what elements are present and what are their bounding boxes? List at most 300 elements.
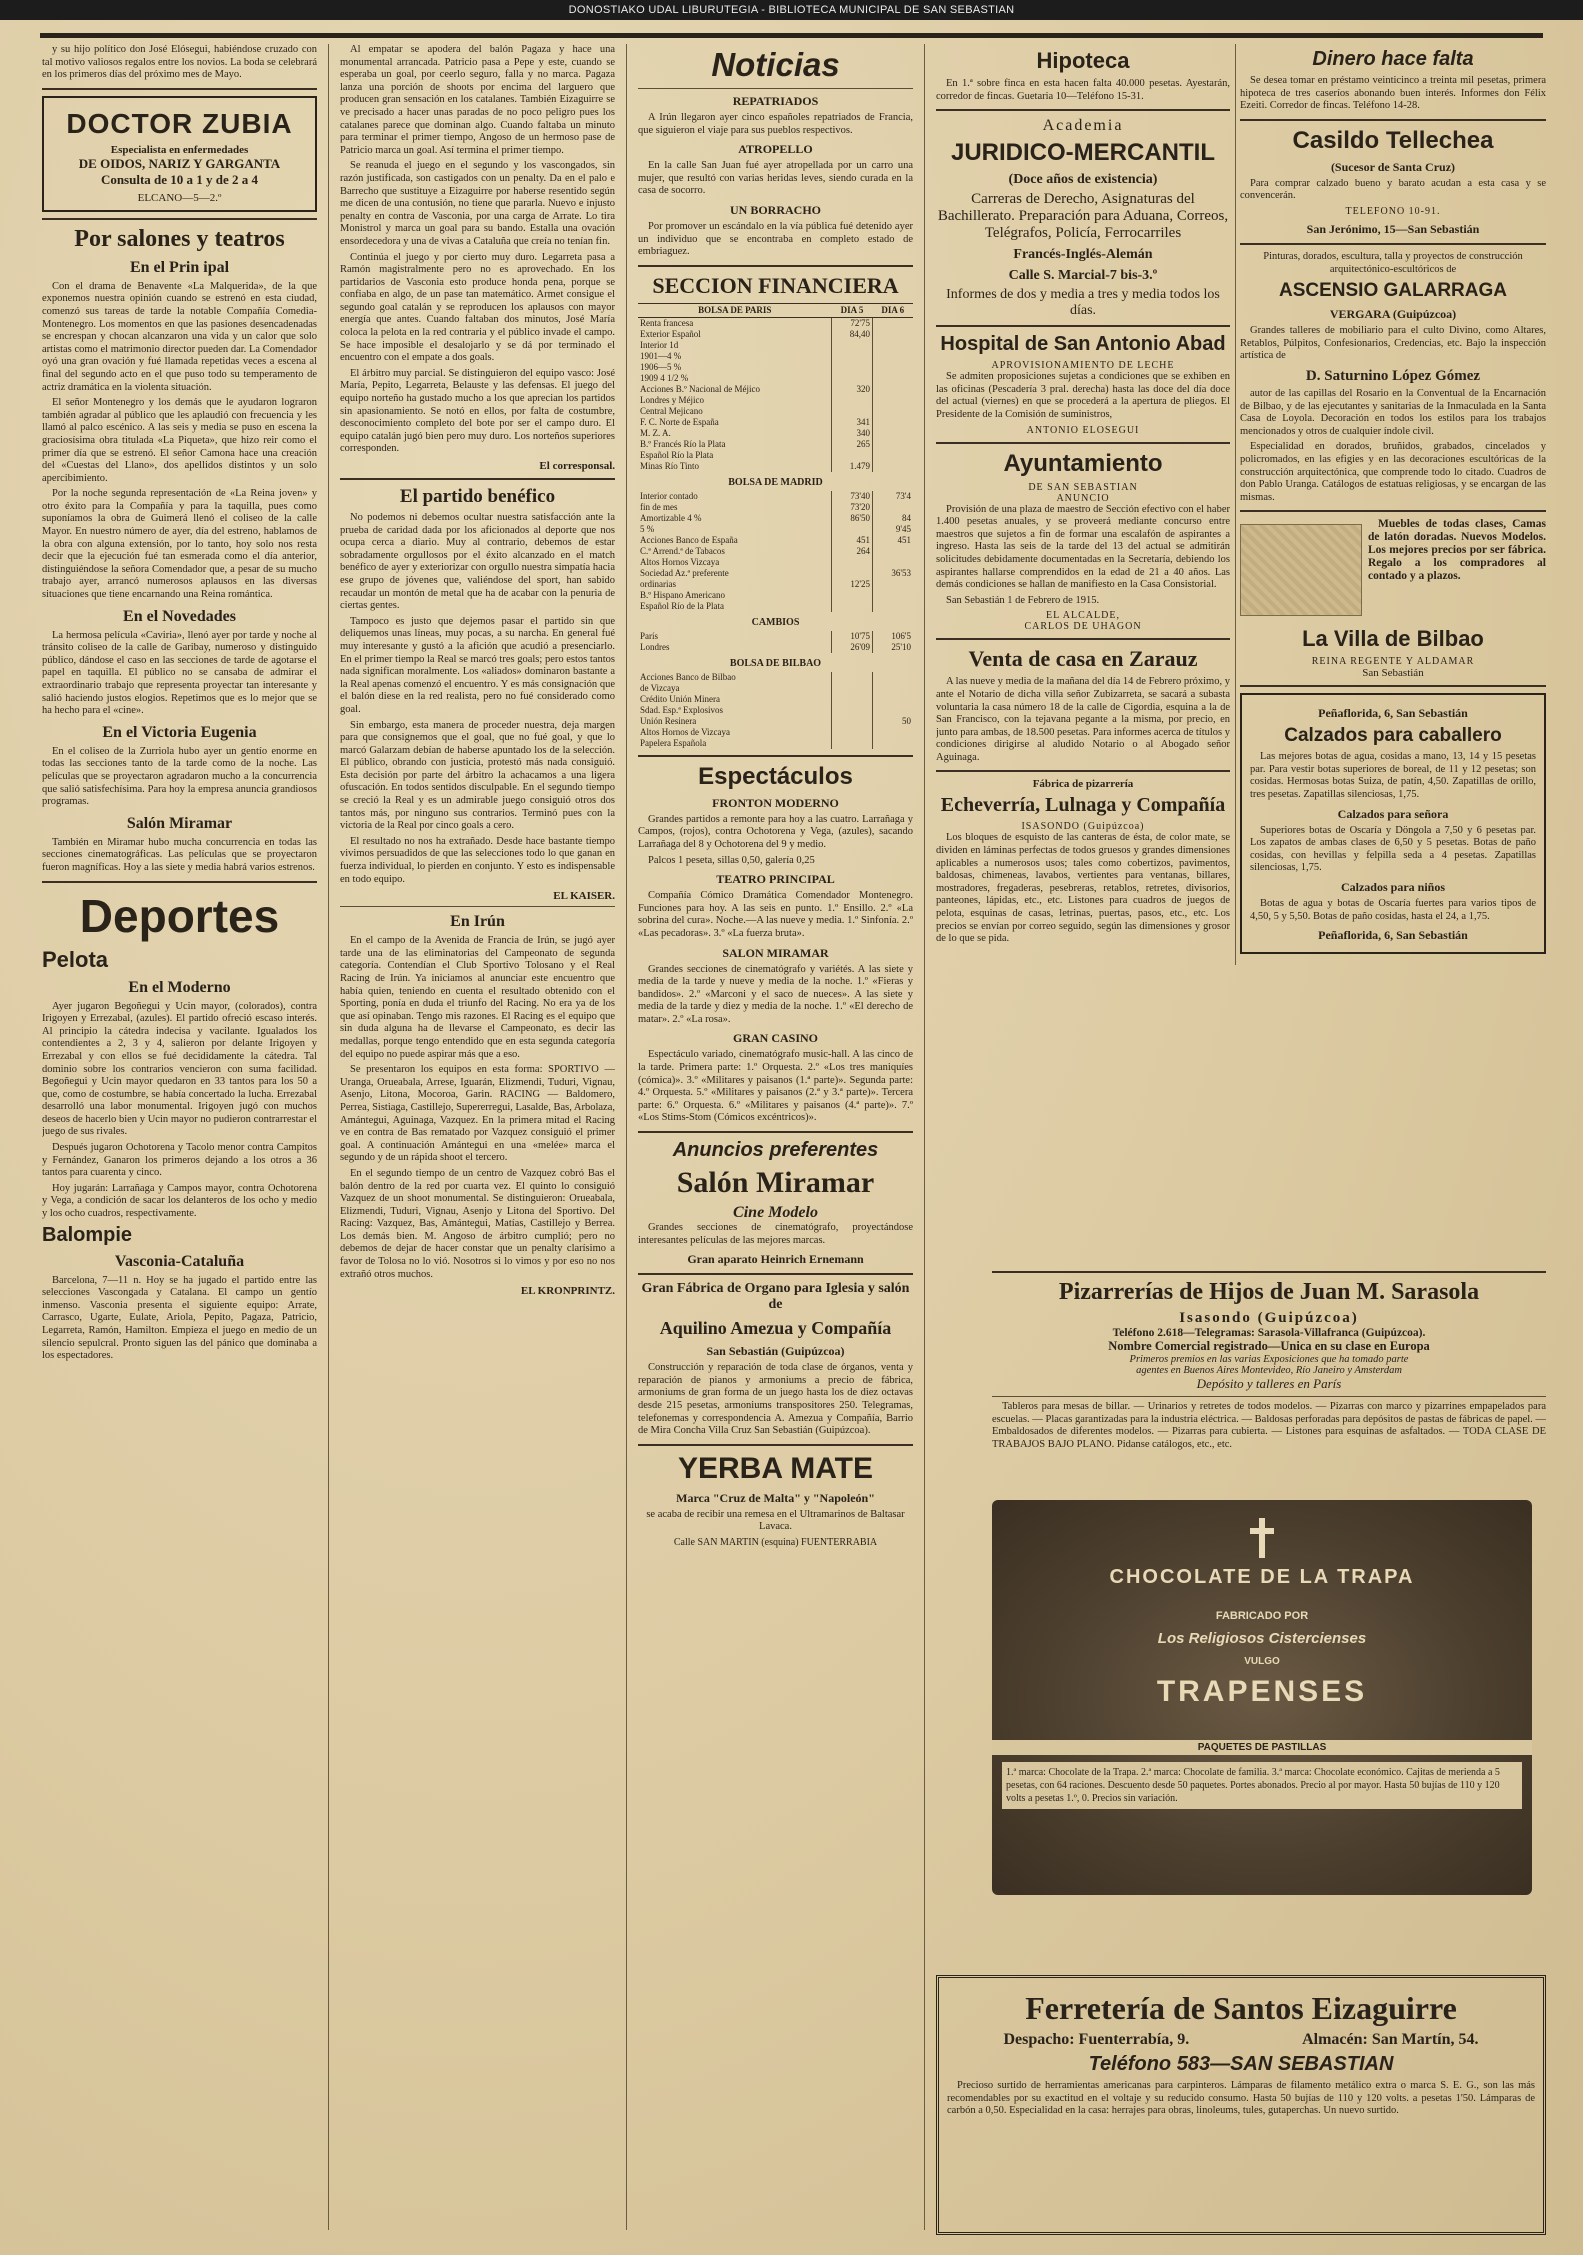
- finance-row: [638, 672, 913, 683]
- salon-text: Grandes secciones de cinematógrafo y variétés. A las siete y media de la tarde y nueve y media de la noche. 1.º «Fieras y bandidos». 2.º «Marconi y el saco de nueces». A las siete y media de la tarde y diez y media de la noche. 1.º «El derecho de matar». 2.º «La rosa».: [638, 963, 913, 1025]
- hospital-text: Se admiten proposiciones sujetas a condiciones que se exhiben en las oficinas (Pescadería 3 pral. derecha) hasta las doce del día doce del actual (viernes) en que se procederá a la apertura de pliegos. El Presidente de la Comisión de suministros,: [936, 371, 1230, 420]
- finance-label: Unión Resinera: [640, 715, 697, 726]
- hospital-title: Hospital de San Antonio Abad: [940, 333, 1226, 356]
- galarraga-text: Grandes talleres de mobiliario para el culto Divino, como Altares, Retablos, Púlpitos, Confesionarios, Credencias, etc. Bajo la inspección artística de: [1240, 325, 1546, 362]
- yerba-text: se acaba de recibir una remesa en el Ultramarinos de Baltasar Lavaca.: [646, 1508, 905, 1533]
- vasconia-title: Vasconia-Cataluña: [114, 1252, 245, 1270]
- finance-value: [873, 395, 914, 406]
- finance-value: [832, 590, 873, 601]
- wedding-note: y su hijo político don José Elósegui, habiéndose cruzado con tal motivo valiosos regalos entre los novios. La boda se celebrará en los primeros días del próximo mes de Mayo.: [42, 44, 317, 81]
- repatriados-title: REPATRIADOS: [732, 94, 819, 108]
- finance-label: fin de mes: [640, 501, 678, 512]
- finance-label: 1906—5 %: [640, 361, 682, 372]
- muebles-text: Muebles de todas clases, Camas de latón doradas. Nuevos Modelos. Los mejores precios por ser fábrica. Regalo a los compradores al contado y a plazos.: [1368, 518, 1546, 583]
- finance-label: Altos Hornos de Vizcaya: [640, 726, 731, 737]
- finance-label: Londres y Méjico: [640, 394, 704, 405]
- finance-value: [832, 568, 873, 579]
- finance-value: 26'09: [832, 642, 873, 653]
- academia-text: Carreras de Derecho, Asignaturas del Bachillerato. Preparación para Aduana, Correos, Telégrafos, Policía, Ferrocarriles: [937, 191, 1229, 242]
- principal-text-2: El señor Montenegro y los demás que le ayudaron lograron también agradar al público que les aplaudió con frecuencia y les llamó al palco escénico. A las seis y media se puso en escena la graciosísima obra titulada «La Piqueta», que hizo reir como el primer día que se estrenó. El señor Camona hace una creación del «Cuestas del Llano», dos apellidos distintos y un solo apercibimiento.: [42, 397, 317, 484]
- finance-label: Acciones B.º Nacional de Méjico: [640, 383, 761, 394]
- finance-row: [638, 601, 913, 612]
- finance-row: [638, 546, 913, 557]
- finance-row: [638, 579, 913, 590]
- pizarreria-head: Fábrica de pizarrería: [1032, 778, 1134, 791]
- chocolate-trapa-ad: [992, 1500, 1532, 1895]
- finance-value: 73'20: [832, 502, 873, 513]
- finance-value: [873, 329, 914, 340]
- academia-name: JURIDICO-MERCANTIL: [951, 139, 1215, 167]
- column-divider: [1235, 44, 1236, 965]
- finance-value: [832, 340, 873, 351]
- miramar-ad-text: Grandes secciones de cinematógrafo, proyectándose interesantes películas de las mejores marcas.: [638, 1222, 913, 1246]
- finance-value: 12'25: [832, 579, 873, 590]
- finance-row: [638, 716, 913, 727]
- finance-value: [873, 406, 914, 417]
- ayuntamiento-text: Provisión de una plaza de maestro de Sección efectivo con el haber 1.400 pesetas anuales, y se proveerá mediante concurso entre maestros que sujetos a fin de formar una escalafón de aspirantes a ingreso. Hasta las seis de la tarde del 13 del actual se admitirán solicitudes debidamente documentadas en la Secretaría, debiendo los aspirantes hallarse comprendidos en la edad de 21 a 40 años. Las demás condiciones se hallan de manifiesto en la Casa Consistorial.: [936, 503, 1230, 591]
- finance-row: [638, 340, 913, 351]
- column-2: [340, 44, 615, 2235]
- finance-value: [832, 450, 873, 461]
- finance-row: [638, 683, 913, 694]
- academia-address: Calle S. Marcial-7 bis-3.º: [1008, 268, 1158, 284]
- finance-value: [832, 738, 873, 749]
- pelota-title: Pelota: [42, 946, 109, 972]
- academia-sub: (Doce años de existencia): [1008, 172, 1158, 188]
- casildo-title: Casildo Tellechea: [1292, 126, 1494, 154]
- muebles-ad: [1240, 518, 1546, 622]
- benefico-text: No podemos ni debemos ocultar nuestra satisfacción ante la prueba de caridad dada por los aficionados al deporte que nos ocupa cerca a diario. Muy al contrario, debemos de estar sobradamente orgullosos por el éxito alcanzado en el match benéfico de ayer y exteriorizar con orgullo nuestra simpatía hacia ese grupo de jóvenes que, valiéndose del sport, han sabido recaudar un montón de metal que ha de acabar con la penuria de ciertas gentes.: [340, 512, 615, 612]
- moderno-text-2: Después jugaron Ochotorena y Tacolo menor contra Campitos y Fernández, Ganaron los primeros dejando a los otros a 36 tantos para cuarenta y cinco.: [42, 1142, 317, 1179]
- ferreteria-despacho: Despacho: Fuenterrabía, 9.: [1003, 2031, 1190, 2048]
- hoy-jugaran: Hoy jugarán: Larrañaga y Campos mayor, contra Ochotorena y Vega, a condición de sacar los delanteros de los ocho y medio y los ocho cuadros, respectivamente.: [42, 1182, 317, 1220]
- column-1: [42, 44, 317, 2235]
- finance-value: 10'75: [832, 631, 873, 642]
- finance-value: [832, 406, 873, 417]
- chocolate-text: 1.ª marca: Chocolate de la Trapa. 2.ª marca: Chocolate de familia. 3.ª marca: Chocolate económico. Cajitas de merienda a 5 pesetas, con 64 raciones. Descuento desde 50 paquetes. Portes abonados. Precio al por mayor. Hasta 50 bujías de 110 y 120 volts a pesetas 1.º, 0. Precios sin variación.: [1002, 1762, 1522, 1809]
- madrid-table: [638, 491, 913, 612]
- doctor-line3: Consulta de 10 a 1 y de 2 a 4: [100, 171, 259, 187]
- vasconia-text: Barcelona, 7—11 n. Hoy se ha jugado el partido entre las selecciones Vascongada y Catalana. El campo un gentío inmenso. Vasconia presenta el siguiente equipo: Arrate, Carrasco, Ugarte, Eulate, Ariola, Pepito, Pagaza, Patricio, Legarreta, Ramón, Hamilton. Empieza el juego en medio de un silencio sepulcral. Pronto siguen las del pánico que dominaba a los espectadores.: [42, 1274, 317, 1362]
- finance-row: [638, 362, 913, 373]
- column-4: [936, 44, 1230, 965]
- finance-label: Minas Río Tinto: [640, 460, 700, 471]
- finance-row: [638, 738, 913, 749]
- match-text-3: Continúa el juego y por cierto muy duro. Legarreta pasa a Ramón magistralmente pero no es aprovechado. En los partidarios de Vasconia esto produce honda pena, porque se confiaba en algo, de un pase tan matemático. Armet consigue el segundo goal catalán y se reproducen los aplausos con mayor energía que antes. Cuando faltaban dos minutos, José María coloca la pelota en la red contraria y el público invade el campo. Se hace imposible el desalojarlo y se dá por terminado el encuentro con el empate a dos goals.: [340, 251, 615, 364]
- finance-label: Sociedad Az.ª preferente: [640, 567, 729, 578]
- hospital-sub: APROVISIONAMIENTO DE LECHE: [991, 360, 1175, 372]
- finance-label: B.º Francés Río la Plata: [640, 438, 726, 449]
- finance-label: F. C. Norte de España: [640, 416, 719, 427]
- chocolate-fab: FABRICADO POR: [1215, 1610, 1309, 1622]
- signature-corresponsal: El corresponsal.: [539, 460, 615, 472]
- column-5: [1240, 44, 1546, 965]
- casino-title: GRAN CASINO: [732, 1031, 818, 1046]
- finance-row: [638, 491, 913, 502]
- finance-value: [832, 557, 873, 568]
- ninos-title: Calzados para niños: [1340, 880, 1446, 895]
- dinero-text: Se desea tomar en préstamo veinticinco a treinta mil pesetas, primera hipoteca de tres caseríos abonando buen interés. Informes don Félix Ezeiti. Corredor de fincas. Teléfono 14-28.: [1240, 75, 1546, 112]
- principal-text: Con el drama de Benavente «La Malquerida», de la que exponemos nuestra opinión cuando se estrenó en esta ciudad, comenzó sus tareas de tarde la notable Compañía Comedia-Montenegro. Los momentos en que las pasiones desencadenadas se encrespan y chocan alcanzaron una vida y un calor que solo artistas como el matrimonio director pueden dar. La Comendador oyó una gran ovación y fué llamada repetidas veces a escena al final del segundo acto en el que puso todo su temperamento de actriz dramática en la violenta situación.: [42, 280, 317, 393]
- hipoteca-text: En 1.ª sobre finca en esta hacen falta 40.000 pesetas. Ayestarán, corredor de fincas. Guetaria 10—Teléfono 15-31.: [936, 78, 1230, 102]
- ayuntamiento-title: Ayuntamiento: [1003, 449, 1163, 477]
- finance-value: [873, 351, 914, 362]
- repatriados-text: A Irún llegaron ayer cinco españoles repatriados de Francia, que siguieron el viaje para sus pueblos respectivos.: [638, 112, 913, 136]
- benefico-text-4: El resultado no nos ha extrañado. Desde hace bastante tiempo vivimos persuadidos de que las selecciones todo lo que ganan en fuerza individual, lo pierden en conjunto. Y esto es indispensable en todo equipo.: [340, 835, 615, 885]
- pizarreria-city: ISASONDO (Guipúzcoa): [1021, 821, 1145, 833]
- finance-value: [832, 601, 873, 612]
- finance-value: 451: [832, 535, 873, 546]
- ferreteria-tel: Teléfono 583—SAN SEBASTIAN: [1088, 2053, 1394, 2075]
- finance-row: [638, 631, 913, 642]
- galarraga-name: ASCENSIO GALARRAGA: [1278, 280, 1507, 302]
- finance-label: C.ª Arrend.ª de Tabacos: [640, 545, 725, 556]
- finance-value: [873, 557, 914, 568]
- finance-row: [638, 642, 913, 653]
- casino-text: Espectáculo variado, cinematógrafo music-hall. A las cinco de la tarde. Primera parte: 1.º Orquesta. 2.º «Los tres maniquíes (cómica)». 3.º «Militares y paisanos (1.ª parte)». Segunda parte: 4.º Orquesta. 5.º «Militares y paisanos (2.ª y 3.ª parte)». Tercera parte: 6.º Orquesta. 6.º «Militares y paisanos (4.ª parte)». 7.º «Los Stims-Stom (Cómicos excéntricos)».: [638, 1049, 913, 1124]
- chocolate-monks: Los Religiosos Cistercienses: [1157, 1630, 1367, 1647]
- sarasola-title: Pizarrerías de Hijos de Juan M. Sarasola: [1058, 1279, 1480, 1305]
- sarasola-city: Isasondo (Guipúzcoa): [1179, 1310, 1359, 1326]
- finance-label: Renta francesa: [640, 317, 694, 328]
- finance-value: [873, 694, 914, 705]
- chocolate-vulgo: VULGO: [1244, 1656, 1280, 1667]
- irun-title: En Irún: [450, 913, 505, 931]
- finance-label: Crédito Unión Minera: [640, 693, 720, 704]
- lopez-name: D. Saturnino López Gómez: [1305, 367, 1481, 384]
- villa-bilbao: La Villa de Bilbao: [1302, 626, 1484, 652]
- finance-value: [832, 351, 873, 362]
- finance-row: [638, 705, 913, 716]
- finance-value: [873, 317, 914, 329]
- anuncios-title: Anuncios preferentes: [672, 1139, 879, 1162]
- finance-value: 73'4: [873, 491, 914, 502]
- academia-label: Academia: [1042, 117, 1124, 135]
- finance-value: 84: [873, 513, 914, 524]
- finance-row: [638, 568, 913, 579]
- finance-value: [832, 395, 873, 406]
- noticias-title: Noticias: [711, 46, 840, 83]
- finance-label: Central Mejicano: [640, 405, 703, 416]
- doctor-line1: Especialista en enfermedades: [110, 143, 249, 156]
- finance-value: [873, 417, 914, 428]
- miramar-text: También en Miramar hubo mucha concurrencia en todas las secciones cinematográficas. Las películas que se proyectaron fueron magníficas. Hoy a las siete y media habrá varios estrenos.: [42, 836, 317, 873]
- cambios-table: [638, 631, 913, 653]
- fronton-text: Grandes partidos a remonte para hoy a las cuatro. Larrañaga y Campos, (rojos), contra Ochotorena y Vega, (azules), sacando Larrañaga del 8 y Ochotorena del 9 y medio.: [638, 813, 913, 850]
- deportes-title: Deportes: [79, 889, 280, 942]
- senora-text: Superiores botas de Oscaría y Döngola a 7,50 y 6 pesetas par. Los zapatos de ambas clases de 6,50 y 5 pesetas. Botas de paño cosidas, con hevillas y felpilla seda a 4 pesetas. Zapatillas silenciosas, 1,75.: [1250, 824, 1536, 874]
- ferreteria-ad: [936, 1975, 1546, 2235]
- salones-title: Por salones y teatros: [74, 225, 285, 252]
- doctor-address: ELCANO—5—2.º: [137, 191, 222, 204]
- finance-row: [638, 535, 913, 546]
- finance-row: [638, 417, 913, 428]
- finance-row: [638, 373, 913, 384]
- finance-label: Español Río la Plata: [640, 449, 714, 460]
- novedades-text: La hermosa película «Caviria», llenó ayer por tarde y noche al tránsito coliseo de la calle de Garibay, numeroso y distinguido público, dándose el caso en las secciones de tarde de agotarse el papel en taquilla. El público no se cansaba de admirar el extraordinario trabajo que representa proyectar tan interesante y salió haciendo justos elogios. Repetimos que es lo mejor que se ha hecho para el «cine».: [42, 629, 317, 717]
- ernemann: Gran aparato Heinrich Ernemann: [687, 1252, 864, 1267]
- victoria-title: En el Victoria Eugenia: [102, 723, 257, 741]
- finance-row: [638, 590, 913, 601]
- doctor-name: DOCTOR ZUBIA: [66, 107, 293, 139]
- finance-row: [638, 351, 913, 362]
- atropello-text: En la calle San Juan fué ayer atropellada por un carro una mujer, que resultó con varias heridas leves, siendo curada en la casa de socorro.: [638, 160, 913, 197]
- galarraga-city: VERGARA (Guipúzcoa): [1329, 307, 1457, 322]
- finance-value: [832, 683, 873, 694]
- column-divider: [328, 44, 329, 2230]
- finance-row: [638, 329, 913, 340]
- finance-row: [638, 513, 913, 524]
- villa-address: REINA REGENTE Y ALDAMAR: [1311, 656, 1475, 668]
- atropello-title: ATROPELLO: [738, 142, 813, 157]
- dia6-head: DIA 6: [873, 303, 914, 317]
- benefico-text-3: Sin embargo, esta manera de proceder nuestra, deja margen para que consignemos que el goal, que no fué goal, y que lo marcó Galarzam debían de haberse apuntado los de la selección. El público, obrando con justicia, protestó más nada consiguió. Esta decisión por parte del árbitro la achacamos a una ligera ofuscación. En todos sentidos disculpable. En el segundo tiempo se creció la Real y es un admirable juego consiguió otros dos tantos más, por ninguno sus contrarios. Terminó pues con la victoria de la Real por cinco goals a cero.: [340, 719, 615, 832]
- paris-head: BOLSA DE PARIS: [638, 303, 832, 317]
- finance-label: 1901—4 %: [640, 350, 682, 361]
- venta-title: Venta de casa en Zarauz: [968, 646, 1198, 672]
- ayuntamiento-date: San Sebastián 1 de Febrero de 1915.: [946, 594, 1100, 606]
- ferreteria-almacen: Almacén: San Martín, 54.: [1302, 2031, 1479, 2048]
- finance-value: 1.479: [832, 461, 873, 472]
- library-banner: DONOSTIAKO UDAL LIBURUTEGIA - BIBLIOTECA MUNICIPAL DE SAN SEBASTIAN: [0, 0, 1583, 20]
- pizarreria-text: Los bloques de esquisto de las canteras de ésta, de color mate, se dividen en láminas perfectas de todos gruesos y grandes dimensiones aplicables a numerosos usos; tales como cobertizos, pavimentos, baldosas, chimeneas, lavabos, vertientes para ventanas, billares, mostradores, fregaderas, pesebreras, retablos, retretes, divisorios, panteones, lápidas, etc., etc. Listones para cuadros de juegos de pelota, esquinas de casas, letrinas, puertas, pasos, etc., etc. Los precios se envían por correo seguido, según las dimensiones y grosor de lo que se pida.: [936, 832, 1230, 945]
- column-3: [638, 44, 913, 2235]
- calzados-ad: [1240, 693, 1546, 954]
- organo-name: Aquilino Amezua y Compañía: [659, 1318, 892, 1339]
- finance-row: [638, 557, 913, 568]
- calzados-title: Calzados para caballero: [1284, 725, 1502, 747]
- senora-title: Calzados para señora: [1337, 806, 1449, 821]
- finance-value: 50: [873, 716, 914, 727]
- finance-value: 320: [832, 384, 873, 395]
- galarraga-intro: Pinturas, dorados, escultura, talla y proyectos de construcción arquitectónico-escultóricos de: [1263, 250, 1523, 275]
- pizarreria-name: Echeverría, Lulnaga y Compañía: [940, 794, 1226, 817]
- moderno-title: En el Moderno: [128, 978, 231, 996]
- yerba-address: Calle SAN MARTIN (esquina) FUENTERRABIA: [673, 1536, 878, 1548]
- borracho-text: Por promover un escándalo en la vía pública fué detenido ayer un individuo que se encontraba en completo estado de embriaguez.: [638, 220, 913, 258]
- finance-row: [638, 384, 913, 395]
- column-divider: [924, 44, 925, 2230]
- benefico-text-2: Tampoco es justo que dejemos pasar el partido sin que deliquemos unas líneas, muy pocas, a su narcha. En general fué muy interesante y gustó a la afición que acudió a presenciarlo. En el primer tiempo la Real se marcó tres goals; pero estos tantos nada significan moralmente. Los «aliados» dominaron bastante a la Real apenas comenzó el encuentro. Y es más consignación que el balón diese en la red realista, pero no fué considerado como goal.: [340, 615, 615, 715]
- ayuntamiento-sig2: CARLOS DE UHAGON: [1024, 621, 1142, 633]
- finance-label: Español Río de la Plata: [640, 600, 724, 611]
- chocolate-table-head: PAQUETES DE PASTILLAS: [992, 1740, 1532, 1755]
- finance-value: [873, 502, 914, 513]
- finance-value: [832, 373, 873, 384]
- finance-label: Papelera Española: [640, 737, 707, 748]
- academia-hours: Informes de dos y media a tres y media todos los días.: [946, 287, 1220, 319]
- finance-value: [832, 362, 873, 373]
- casildo-address: San Jerónimo, 15—San Sebastián: [1306, 221, 1480, 236]
- finance-value: [873, 601, 914, 612]
- finance-value: [873, 590, 914, 601]
- chocolate-trapenses: TRAPENSES: [1156, 1675, 1368, 1708]
- finance-value: [873, 373, 914, 384]
- sarasola-tel: Teléfono 2.618—Telegramas: Sarasola-Villafranca (Guipúzcoa).: [1112, 1327, 1426, 1339]
- finance-row: [638, 450, 913, 461]
- sarasola-ad: [992, 1265, 1546, 1454]
- hipoteca-title: Hipoteca: [1036, 48, 1130, 73]
- ferreteria-addresses: [947, 2031, 1535, 2049]
- ayuntamiento-sig1: EL ALCALDE,: [1046, 610, 1120, 622]
- ayuntamiento-sub: DE SAN SEBASTIAN: [1028, 481, 1138, 493]
- venta-text: A las nueve y media de la mañana del día 14 de Febrero próximo, y ante el Notario de dicha villa señor Zubizarreta, se sacará a subasta voluntaria la casa número 18 de la calle de Cigordia, esquina a la de San Francisco, con la tejavana pegante a la misma, por precio, en junto para ambas, de 18.500 pesetas. Para informes acerca de títulos y condiciones dirigirse al aludido Notario o al Abogado señor Aguinaga.: [936, 676, 1230, 763]
- finance-label: Interior contado: [640, 490, 698, 501]
- finance-value: [873, 450, 914, 461]
- finance-value: [873, 672, 914, 683]
- ayuntamiento-anuncio: ANUNCIO: [1056, 492, 1110, 504]
- finance-value: [873, 579, 914, 590]
- finance-value: [873, 362, 914, 373]
- finance-row: [638, 461, 913, 472]
- ninos-text: Botas de agua y botas de Oscaría fuertes para varios tipos de 4,50, 5 y 5,50. Botas de paño cosidas, hasta el 24, a 1,75.: [1250, 898, 1536, 922]
- finance-value: 36'53: [873, 568, 914, 579]
- academia-langs: Francés-Inglés-Alemán: [1013, 247, 1153, 263]
- balompie-title: Balompie: [42, 1223, 133, 1246]
- finance-value: 340: [832, 428, 873, 439]
- finance-label: Altos Hornos Vizcaya: [640, 556, 720, 567]
- finance-row: [638, 727, 913, 738]
- finance-value: 84,40: [832, 329, 873, 340]
- finance-label: B.º Hispano Americano: [640, 589, 726, 600]
- bilbao-head: BOLSA DE BILBAO: [729, 657, 822, 669]
- finance-label: Londres: [640, 641, 670, 652]
- principal-title: En el Prin ipal: [129, 258, 230, 276]
- principal-text-3: Por la noche segunda representación de «La Reina joven» y otro éxito para la Compañía y para la taquilla, pues como suponíamos la obra de Guimerá llenó el coliseo de la calle Mayor. En nuestro número de ayer, día del estreno, hablamos de la obra con alguna extensión, por lo tanto, hoy solo nos resta decir que la ejecución fué tan esmerada como el día anterior, distinguiéndose la señora Comendador que, a pesar de su mucho trabajo ayer, arrancó numerosos aplausos en las diversas situaciones que tiene encarnando una Reina romántica.: [42, 488, 317, 601]
- finance-row: [638, 439, 913, 450]
- cross-icon: [1250, 1518, 1274, 1558]
- finance-value: [873, 705, 914, 716]
- casildo-text: Para comprar calzado bueno y barato acudan a esta casa y se convencerán.: [1240, 177, 1546, 202]
- sarasola-agentes: agentes en Buenos Aires Montevideo, Río Janeiro y Amsterdam: [1136, 1365, 1402, 1376]
- finance-row: [638, 502, 913, 513]
- sarasola-text: Tableros para mesas de billar. — Urinarios y retretes de todos modelos. — Pizarras con marco y pizarrines empapelados para escuelas. — Placas garantizadas para la industria eléctrica. — Baldosas perforadas para depósitos de pastas de fábricas de papel. — Embaldosados de diferentes modelos. — Pizarras para cubierta. — Listones para esquinas de asfaltados. — TODA CLASE DE TRABAJOS BAJO PLANO. Pidanse catálogos, etc., etc.: [992, 1401, 1546, 1450]
- finance-value: 73'40: [832, 491, 873, 502]
- finance-row: [638, 524, 913, 535]
- finance-label: París: [640, 630, 658, 641]
- finance-value: [873, 738, 914, 749]
- column-divider: [626, 44, 627, 2230]
- signature-kronprintz: EL KRONPRINTZ.: [520, 1285, 615, 1298]
- finance-value: 106'5: [873, 631, 914, 642]
- borracho-title: UN BORRACHO: [729, 202, 821, 217]
- victoria-text: En el coliseo de la Zurriola hubo ayer un gentío enorme en todas las secciones tanto de la tarde como de la noche. Las películas que se proyectaron agradaron mucho a la concurrencia que salió satisfechísima. Para hoy la empresa anuncia grandiosos programas.: [42, 745, 317, 808]
- finance-value: [873, 340, 914, 351]
- casildo-tel: TELEFONO 10-91.: [1345, 205, 1441, 217]
- finance-label: Amortizable 4 %: [640, 512, 702, 523]
- miramar-title: Salón Miramar: [126, 814, 233, 832]
- miramar-ad-title: Salón Miramar: [676, 1166, 875, 1200]
- finance-label: 1909 4 1/2 %: [640, 372, 689, 383]
- calzados-foot: Peñaflorida, 6, San Sebastián: [1318, 928, 1468, 943]
- casildo-sub: (Sucesor de Santa Cruz): [1330, 159, 1456, 174]
- finance-value: 265: [832, 439, 873, 450]
- sarasola-premios: Primeros premios en las varias Exposiciones que ha tomado parte: [1129, 1354, 1409, 1365]
- finance-value: [832, 716, 873, 727]
- hospital-signature: ANTONIO ELOSEGUI: [1026, 424, 1140, 436]
- novedades-title: En el Novedades: [123, 607, 236, 625]
- finance-row: [638, 406, 913, 417]
- bilbao-table: [638, 672, 913, 749]
- moderno-text: Ayer jugaron Begoñegui y Ucin mayor, (colorados), contra Irigoyen y Errezabal, (azules). El partido ofreció escaso interés. Al principio la cátedra indecisa y vacilante. Igualados los contendientes a 2, 3 y 4, salieron por delante Irigoyen y Errezabal y con ellos se fué decididamente la cátedra. Tal dominio sobre los contrarios vencieron con suma facilidad. Begoñegui y Ucin mayor quedaron en 33 tantos para los 50 a que, como de costumbre, se había concertado la lucha. Errezabal desarrolló una labor monumental. Irigoyen jugó con muchos deseos de hacerlo bien y Ucin mayor no pudieron contrarrestar el juego de sus rivales.: [42, 1000, 317, 1138]
- finance-label: M. Z. A.: [640, 427, 671, 438]
- dinero-title: Dinero hace falta: [1312, 48, 1474, 70]
- fronton-prices: Palcos 1 peseta, sillas 0,50, galería 0,25: [648, 854, 815, 866]
- finance-label: Exterior Español: [640, 328, 701, 339]
- salon-title: SALON MIRAMAR: [722, 945, 829, 960]
- match-text-4: El árbitro muy parcial. Se distinguieron del equipo vasco: José María, Pepito, Legarreta, Belauste y las defensas. El juego del equipo norteño ha gustado mucho a los que aprecian los partidos sin apasionamiento. Se notó en ellos, por falta de costumbre, desconocimiento completo del bote por ser el campo duro. El equipo catalán jugó bien pero muy duro. Los norteños superiores corresponden.: [340, 367, 615, 455]
- finance-value: [873, 439, 914, 450]
- sarasola-comercial: Nombre Comercial registrado—Unica en su clase en Europa: [1108, 1339, 1430, 1353]
- finance-value: 341: [832, 417, 873, 428]
- finance-label: de Vizcaya: [640, 682, 680, 693]
- doctor-zubia-ad: [42, 96, 317, 212]
- villa-city: San Sebastián: [1362, 667, 1424, 680]
- lopez-text-2: Especialidad en dorados, bruñidos, grabados, cincelados y policromados, en las efigies y en las decoraciones escultóricas de la construcción arquitectónica, que comprende todo lo citado. Cuadros de don Pablo Uranga. Catálogos de estatuas religiosas, y se encargan de las mismas.: [1240, 441, 1546, 503]
- benefico-title: El partido benéfico: [399, 486, 556, 507]
- chocolate-brand: CHOCOLATE DE LA TRAPA: [1109, 1566, 1415, 1588]
- dia5-head: DIA 5: [832, 303, 873, 317]
- finance-label: Acciones Banco de España: [640, 534, 738, 545]
- finance-value: [832, 705, 873, 716]
- top-rule: [40, 33, 1543, 38]
- teatro-title: TEATRO PRINCIPAL: [716, 872, 835, 887]
- irun-text: En el campo de la Avenida de Francia de Irún, se jugó ayer tarde una de las eliminatorias del Campeonato de segunda categoría. Contendían el Club Sportivo Tolosano y el Real Racing de Irún. Ya iniciamos al anunciar este encuentro que había quien, teniendo en cuenta el resultado obtenido con el Sporting, ponía en duda el triunfo del Racing. No era ya de los que así opinaban. Tengo mis razones. El Racing es el equipo que sin duda alguna ha de llevarse el Campeonato, es decir las medallas, porque tengo entendido que en esta segunda categoría del equipo no puede aspirar más que a eso.: [340, 935, 615, 1060]
- finance-label: 5 %: [640, 523, 655, 534]
- irun-text-3: En el segundo tiempo de un centro de Vazquez cobró Bas el balón dentro de la red por cuarta vez. El quinto lo consiguió Vazquez de un shoot monumental. Se distinguieron: Orueabala, Elizmendi, Tuduri, Vignau, Asenjo y Litona del Sportivo. Del Racing: Vazquez, Bas, Amántegui, Matías, Castillejo y Berrea. Los demás bien. M. Angoso de árbitro cumplió; pero no debemos de dejar de hacer constar que un penalty clarísimo a favor de Tolosa no lo vió. Nosotros si lo vimos y por eso no nos extrañó otros muchos.: [340, 1167, 615, 1280]
- finance-row: [638, 428, 913, 439]
- finance-label: Interior 1d: [640, 339, 679, 350]
- signature-kaiser: EL KAISER.: [553, 890, 615, 903]
- finance-value: [832, 727, 873, 738]
- doctor-line2: DE OIDOS, NARIZ Y GARGANTA: [78, 155, 281, 171]
- cambios-head: CAMBIOS: [751, 616, 800, 628]
- madrid-head: BOLSA DE MADRID: [728, 476, 823, 488]
- finance-value: 9'45: [873, 524, 914, 535]
- finance-value: [873, 727, 914, 738]
- finance-value: 25'10: [873, 642, 914, 653]
- espectaculos-title: Espectáculos: [698, 762, 853, 790]
- finance-value: [873, 428, 914, 439]
- cine-modelo: Cine Modelo: [733, 1204, 818, 1222]
- yerba-title: YERBA MATE: [678, 1451, 873, 1485]
- finance-value: [873, 384, 914, 395]
- match-text-1: Al empatar se apodera del balón Pagaza y hace una monumental arrancada. Patricio pasa a Pepe y este, cuando se esperaba un goal, por ceerlo seguro, falla y no marca. Pagaza lanza una porción de shoots por encima del larguero que producen gran sensación en los catalanes. También Eizaguirre se ve precisado a hacer unas paradas de no poco peligro pues los catalanes parece que dominan algo. Cuando faltaba un minuto para terminar el primer tiempo, Angoso de un hermoso pase de Patricio marca un goal. Así termina el primer tiempo.: [340, 44, 615, 156]
- finance-value: [873, 683, 914, 694]
- finance-value: [832, 524, 873, 535]
- finance-label: Acciones Banco de Bilbao: [640, 671, 736, 682]
- yerba-marca: Marca "Cruz de Malta" y "Napoleón": [676, 1490, 875, 1505]
- finance-value: 451: [873, 535, 914, 546]
- finance-label: ordinarias: [640, 578, 676, 589]
- organo-city: San Sebastián (Guipúzcoa): [706, 1344, 845, 1359]
- calzados-head: Peñaflorida, 6, San Sebastián: [1318, 706, 1468, 721]
- finance-value: 72'75: [832, 317, 873, 329]
- finance-label: Sdad. Esp.ª Explosivos: [640, 704, 723, 715]
- irun-text-2: Se presentaron los equipos en esta forma: SPORTIVO — Uranga, Orueabala, Arrese, Iguarán, Elizmendi, Tuduri, Vignau, Asenjo, Litona, Mocoroa, Garin. RACING — Baldomero, Perrea, Sistiaga, Castillejo, Supererregui, Lasalde, Bas, Arbolaza, Amántegui, Aguinaga, Vazquez. En la primera mitad el Racing ve en contra de Bas rematado por Vazquez consiguió el primer goal. A continuación Amántegui en una «melée» marca el segundo y de un rápida shoot el tercero.: [340, 1064, 615, 1164]
- sarasola-deposito: Depósito y talleres en París: [1196, 1376, 1342, 1391]
- paris-table: [638, 303, 913, 472]
- lopez-text: autor de las capillas del Rosario en la Conventual de la Encarnación de Bilbao, y de las ejecutantes y sanitarias de la Inmaculada en la Santa Casa de Loyola. Decoración en todos los estilos para los trabajos mencionados y otros de cualquier índole civil.: [1240, 387, 1546, 437]
- finance-row: [638, 395, 913, 406]
- ferreteria-title: Ferretería de Santos Eizaguirre: [1025, 1990, 1457, 2026]
- fronton-title: FRONTON MODERNO: [712, 795, 839, 810]
- bed-illustration: [1240, 524, 1362, 616]
- organo-text: Construcción y reparación de toda clase de órganos, venta y reparación de pianos y armoniums a precio de fábrica, armoniums de gran forma de un juego hasta los de diez octavas desde 215 pesetas, armoniums transpositores 250. Telegramas, telefonemas y correspondencia A. Amezua y Compañía, Barrio de Mira Concha Villa Cruz San Sebastián (Guipúzcoa).: [638, 1362, 913, 1437]
- teatro-text: Compañía Cómico Dramática Comendador Montenegro. Funciones para hoy. A las seis en punto. 1.º Ensillo. 2.º «La sobrina del cura». Noche.—A las nueve y media. 1.º Sinfonía. 2.º «Las pecadoras». 3.º «La fuerza bruta».: [638, 890, 913, 939]
- match-text-2: Se reanuda el juego en el segundo y los vascongados, sin razón justificada, son castigados con un penalty. Da en el palo e Barrecho que sustituye a Eizaguirre por haberse resentido según me dicen de una contusión, no tiene que pararla. Nuevo e injusto penalty en contra de Vasconia, por una carga de Arrate. Lo tira Monistrol y marca un goal para su bando. Estalla una ovación ensordecedora y una de vivas a Cataluña que creía no tenían fin.: [340, 160, 615, 247]
- finance-value: [832, 672, 873, 683]
